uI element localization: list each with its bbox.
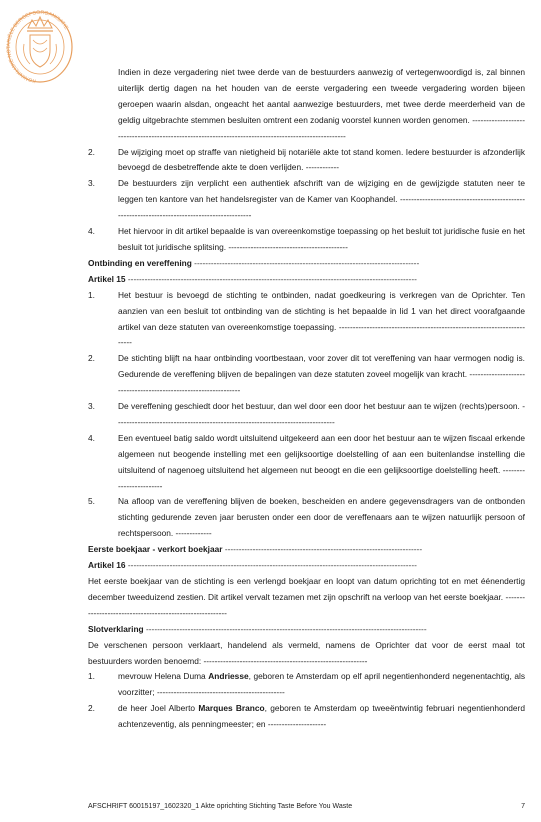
item-text: Na afloop van de vereffening blijven de boeken, bescheiden en andere gegevensdragers van de ontbonden stichting gedurende zeven jaar berusten onder een door de vereffenaars aan te wijzen natuurlijk persoon of rechtspersoon. -------------	[118, 496, 525, 539]
heading-dashes: -----------------------------------------------------------------------	[224, 544, 423, 555]
numbered-item	[88, 288, 525, 352]
heading-text: Artikel 15	[88, 273, 126, 284]
item-text	[118, 701, 525, 733]
numbered-item	[88, 351, 525, 399]
page-number: 7	[521, 803, 525, 810]
item-text: De stichting blijft na haar ontbinding voortbestaan, voor zover dit tot vereffening van haar vermogen nodig is. Gedurende de vereffening blijven de bepalingen van deze statuten zoveel mogelijk van kracht. ----------------------------------------------------------------	[118, 353, 525, 396]
item-number: 2.	[88, 353, 95, 364]
heading-dashes: --------------------------------------------------------------------------------------------------------	[127, 560, 417, 571]
item-number: 5.	[88, 496, 95, 507]
item-text: De wijziging moet op straffe van nietigheid bij notariële akte tot stand komen. Iedere bestuurder is afzonderlijk bevoegd de desbetreffende akte te doen verlijden. ------------	[118, 146, 525, 173]
numbered-item	[88, 494, 525, 542]
item-number: 3.	[88, 401, 95, 412]
section-heading	[88, 256, 525, 272]
page-footer	[88, 803, 525, 810]
board-member-item	[88, 669, 525, 701]
item-number: 1.	[88, 289, 95, 300]
notary-seal-image	[6, 4, 74, 88]
item-text	[118, 669, 525, 701]
heading-text: Slotverklaring	[88, 623, 144, 634]
item-text: Een eventueel batig saldo wordt uitsluitend uitgekeerd aan een door het bestuur aan te wijzen fiscaal erkende algemeen nut beogende instelling met een gelijksoortige doelstelling of aan een buitenlandse instelling die uitsluitend of nagenoeg uitsluitend het algemeen nut beoogt en die een gelijksoortige doelstelling heeft. ------------------------	[118, 432, 525, 491]
person-surname: Andriesse	[208, 671, 249, 682]
document-body	[88, 65, 525, 733]
person-name-prefix: mevrouw Helena Duma	[118, 671, 209, 682]
section-heading	[88, 542, 525, 558]
item-number: 3.	[88, 178, 95, 189]
section-heading	[88, 272, 525, 288]
person-details: , geboren te Amsterdam op elf april negentienhonderd negenentachtig, als voorzitter; ----------------------------------------------	[118, 671, 525, 698]
numbered-item	[88, 399, 525, 431]
svg-text:KONINKLIJKE NOTARIËLE BEROEPSO: KONINKLIJKE NOTARIËLE BEROEPSORGANISATIE	[6, 9, 70, 84]
heading-dashes: --------------------------------------------------------------------------------------------------------	[127, 273, 417, 284]
section-heading	[88, 558, 525, 574]
heading-text: Eerste boekjaar - verkort boekjaar	[88, 544, 223, 555]
item-text: De vereffening geschiedt door het bestuur, dan wel door een door het bestuur aan te wijzen (rechts)persoon. -------------------------------------------------------------------------------	[118, 401, 525, 427]
item-number: 2.	[88, 703, 95, 714]
item-text: Het bestuur is bevoegd de stichting te ontbinden, nadat goedkeuring is verkregen van de Oprichter. Ten aanzien van een besluit tot ontbinding van de stichting is het bepaalde in lid 1 van het direct voorafgaande artikel van deze statuten van overeenkomstige toepassing. ------------------------------------------------------------------------	[118, 289, 525, 348]
numbered-item	[88, 176, 525, 224]
paragraph: De verschenen persoon verklaart, handelend als vermeld, namens de Oprichter dat voor de eerst maal tot bestuurders worden benoemd: -----------------------------------------------------------	[88, 639, 525, 666]
item-number: 2.	[88, 146, 95, 157]
board-member-item	[88, 701, 525, 733]
item-number: 4.	[88, 432, 95, 443]
section-heading	[88, 622, 525, 638]
paragraph: Het eerste boekjaar van de stichting is een verlengd boekjaar en loopt van datum oprichting tot en met éénendertig december tweeduizend zestien. Dit artikel vervalt tezamen met zijn opschrift na verloop van het eerste boekjaar. ---------------------------------------------------------	[88, 576, 525, 618]
footer-document-reference: AFSCHRIFT 60015197_1602320_1 Akte oprichting Stichting Taste Before You Waste	[88, 803, 353, 810]
heading-text: Ontbinding en vereffening	[88, 257, 192, 268]
person-name-prefix: de heer Joel Alberto	[118, 703, 199, 714]
continued-paragraph: Indien in deze vergadering niet twee derde van de bestuurders aanwezig of vertegenwoordigd is, zal binnen uiterlijk dertig dagen na het houden van de eerste vergadering een tweede vergadering worden bijeen geroepen waarin alsdan, ongeacht het aantal aanwezige bestuurders, met twee derde meerderheid van de geldig uitgebrachte stemmen besluiten omtrent een zodanig voorstel kunnen worden genomen. -----------------------------------------------------------------------------------------------------	[118, 67, 525, 141]
item-number: 4.	[88, 226, 95, 237]
person-surname: Marques Branco	[198, 703, 265, 714]
item-text: De bestuurders zijn verplicht een authentiek afschrift van de wijziging en de gewijzigde statuten neer te leggen ten kantore van het handelsregister van de Kamer van Koophandel. ---------------------------------------------------------------------------------------------	[118, 178, 525, 221]
item-text: Het hiervoor in dit artikel bepaalde is van overeenkomstige toepassing op het besluit tot juridische fusie en het besluit tot juridische splitsing. -------------------------------------------	[118, 226, 525, 252]
item-number: 1.	[88, 671, 95, 682]
numbered-item	[88, 224, 525, 256]
person-details: , geboren te Amsterdam op tweeëntwintig februari negentienhonderd achtenzeventig, als penningmeester; en ---------------------	[118, 703, 525, 730]
heading-dashes: ---------------------------------------------------------------------------------	[194, 257, 420, 268]
heading-text: Artikel 16	[88, 560, 126, 571]
numbered-item	[88, 431, 525, 495]
heading-dashes: -----------------------------------------------------------------------------------------------------	[145, 623, 427, 634]
numbered-item	[88, 145, 525, 177]
